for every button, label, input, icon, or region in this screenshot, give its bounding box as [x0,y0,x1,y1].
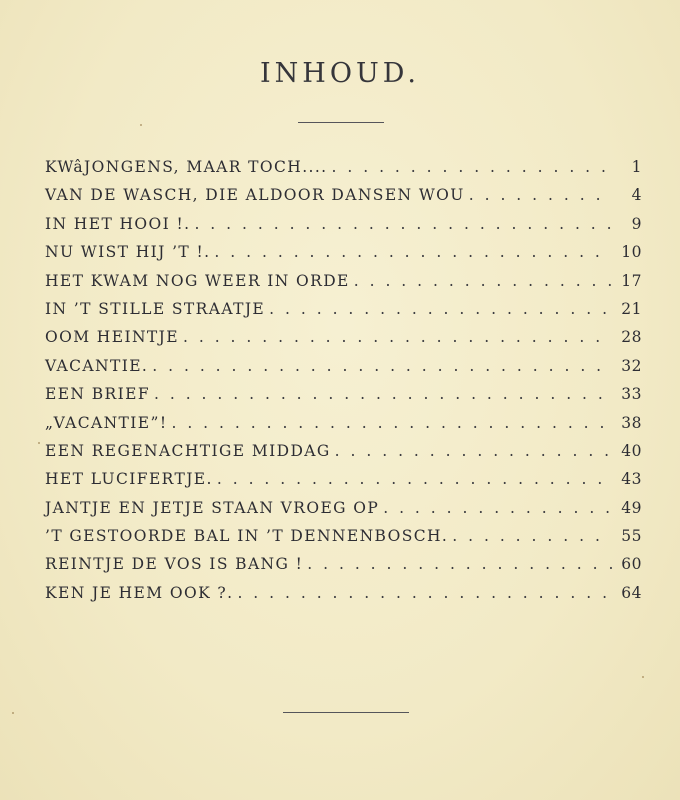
toc-entry [45,158,642,186]
bottom-divider [283,712,409,713]
toc-entry [45,215,642,243]
dot-leader [332,158,612,176]
toc-entry-page: 10 [621,243,642,262]
dot-leader [194,215,612,233]
toc-entry [45,470,642,498]
toc-entry-title: KWâJONGENS, MAAR TOCH.... [45,158,328,176]
dot-leader [217,470,612,488]
toc-entry-page: 32 [621,356,642,375]
toc-entry-page: 1 [631,158,642,176]
toc-entry-title: NU WIST HIJ ’T !. [45,243,211,262]
toc-entry-page: 9 [631,214,642,233]
toc-entry-title: EEN REGENACHTIGE MIDDAG [45,441,331,460]
toc-entry-title: HET LUCIFERTJE. [45,470,213,489]
paper-speck [38,442,40,444]
toc-entry-page: 64 [621,583,642,602]
toc-entry-page: 49 [621,498,642,517]
toc-entry-title: VAN DE WASCH, DIE ALDOOR DANSEN WOU [45,186,465,205]
dot-leader [269,300,612,318]
toc-entry [45,442,642,470]
toc-entry [45,243,642,271]
toc-entry-title: IN ’T STILLE STRAATJE [45,299,266,318]
toc-entry-page: 21 [621,299,642,318]
dot-leader [154,385,612,403]
dot-leader [335,442,612,460]
toc-entry-title: IN HET HOOI !. [45,214,191,233]
toc-entry-page: 55 [621,527,642,546]
paper-speck [642,676,644,678]
toc-entry-page: 60 [621,555,642,574]
dot-leader [214,243,612,261]
toc-entry [45,272,642,300]
toc-entry-page: 17 [621,271,642,290]
toc-entry-page: 40 [621,441,642,460]
paper-speck [140,124,142,126]
page-title: INHOUD. [260,58,420,89]
toc-entry [45,527,642,555]
toc-entry-title: KEN JE HEM OOK ?. [45,583,234,602]
toc-entry-title: EEN BRIEF [45,385,150,404]
dot-leader [307,555,612,573]
dot-leader [152,357,612,375]
toc-entry [45,357,642,385]
toc-entry-title: OOM HEINTJE [45,328,179,347]
toc-entry-title: VACANTIE. [45,356,149,375]
toc-entry-title: REINTJE DE VOS IS BANG ! [45,555,304,574]
toc-entry-page: 4 [631,186,642,205]
top-divider [298,122,384,123]
toc-entry [45,385,642,413]
paper-speck [12,712,14,714]
toc-entry-page: 33 [621,385,642,404]
dot-leader [354,272,612,290]
dot-leader [469,186,612,204]
table-of-contents [45,158,642,612]
toc-entry-page: 28 [621,328,642,347]
toc-entry [45,499,642,527]
toc-entry [45,328,642,356]
toc-entry-page: 43 [621,470,642,489]
toc-entry [45,414,642,442]
toc-entry [45,300,642,328]
dot-leader [383,499,612,517]
dot-leader [452,527,612,545]
toc-entry-page: 38 [621,413,642,432]
toc-entry-title: „VACANTIE”! [45,413,168,432]
dot-leader [171,414,612,432]
toc-entry [45,584,642,612]
toc-entry-title: HET KWAM NOG WEER IN ORDE [45,271,350,290]
toc-entry-title: ’T GESTOORDE BAL IN ’T DENNENBOSCH. [45,527,449,546]
toc-entry [45,186,642,214]
toc-entry-title: JANTJE EN JETJE STAAN VROEG OP [45,498,380,517]
toc-entry [45,555,642,583]
dot-leader [237,584,612,602]
dot-leader [183,328,612,346]
